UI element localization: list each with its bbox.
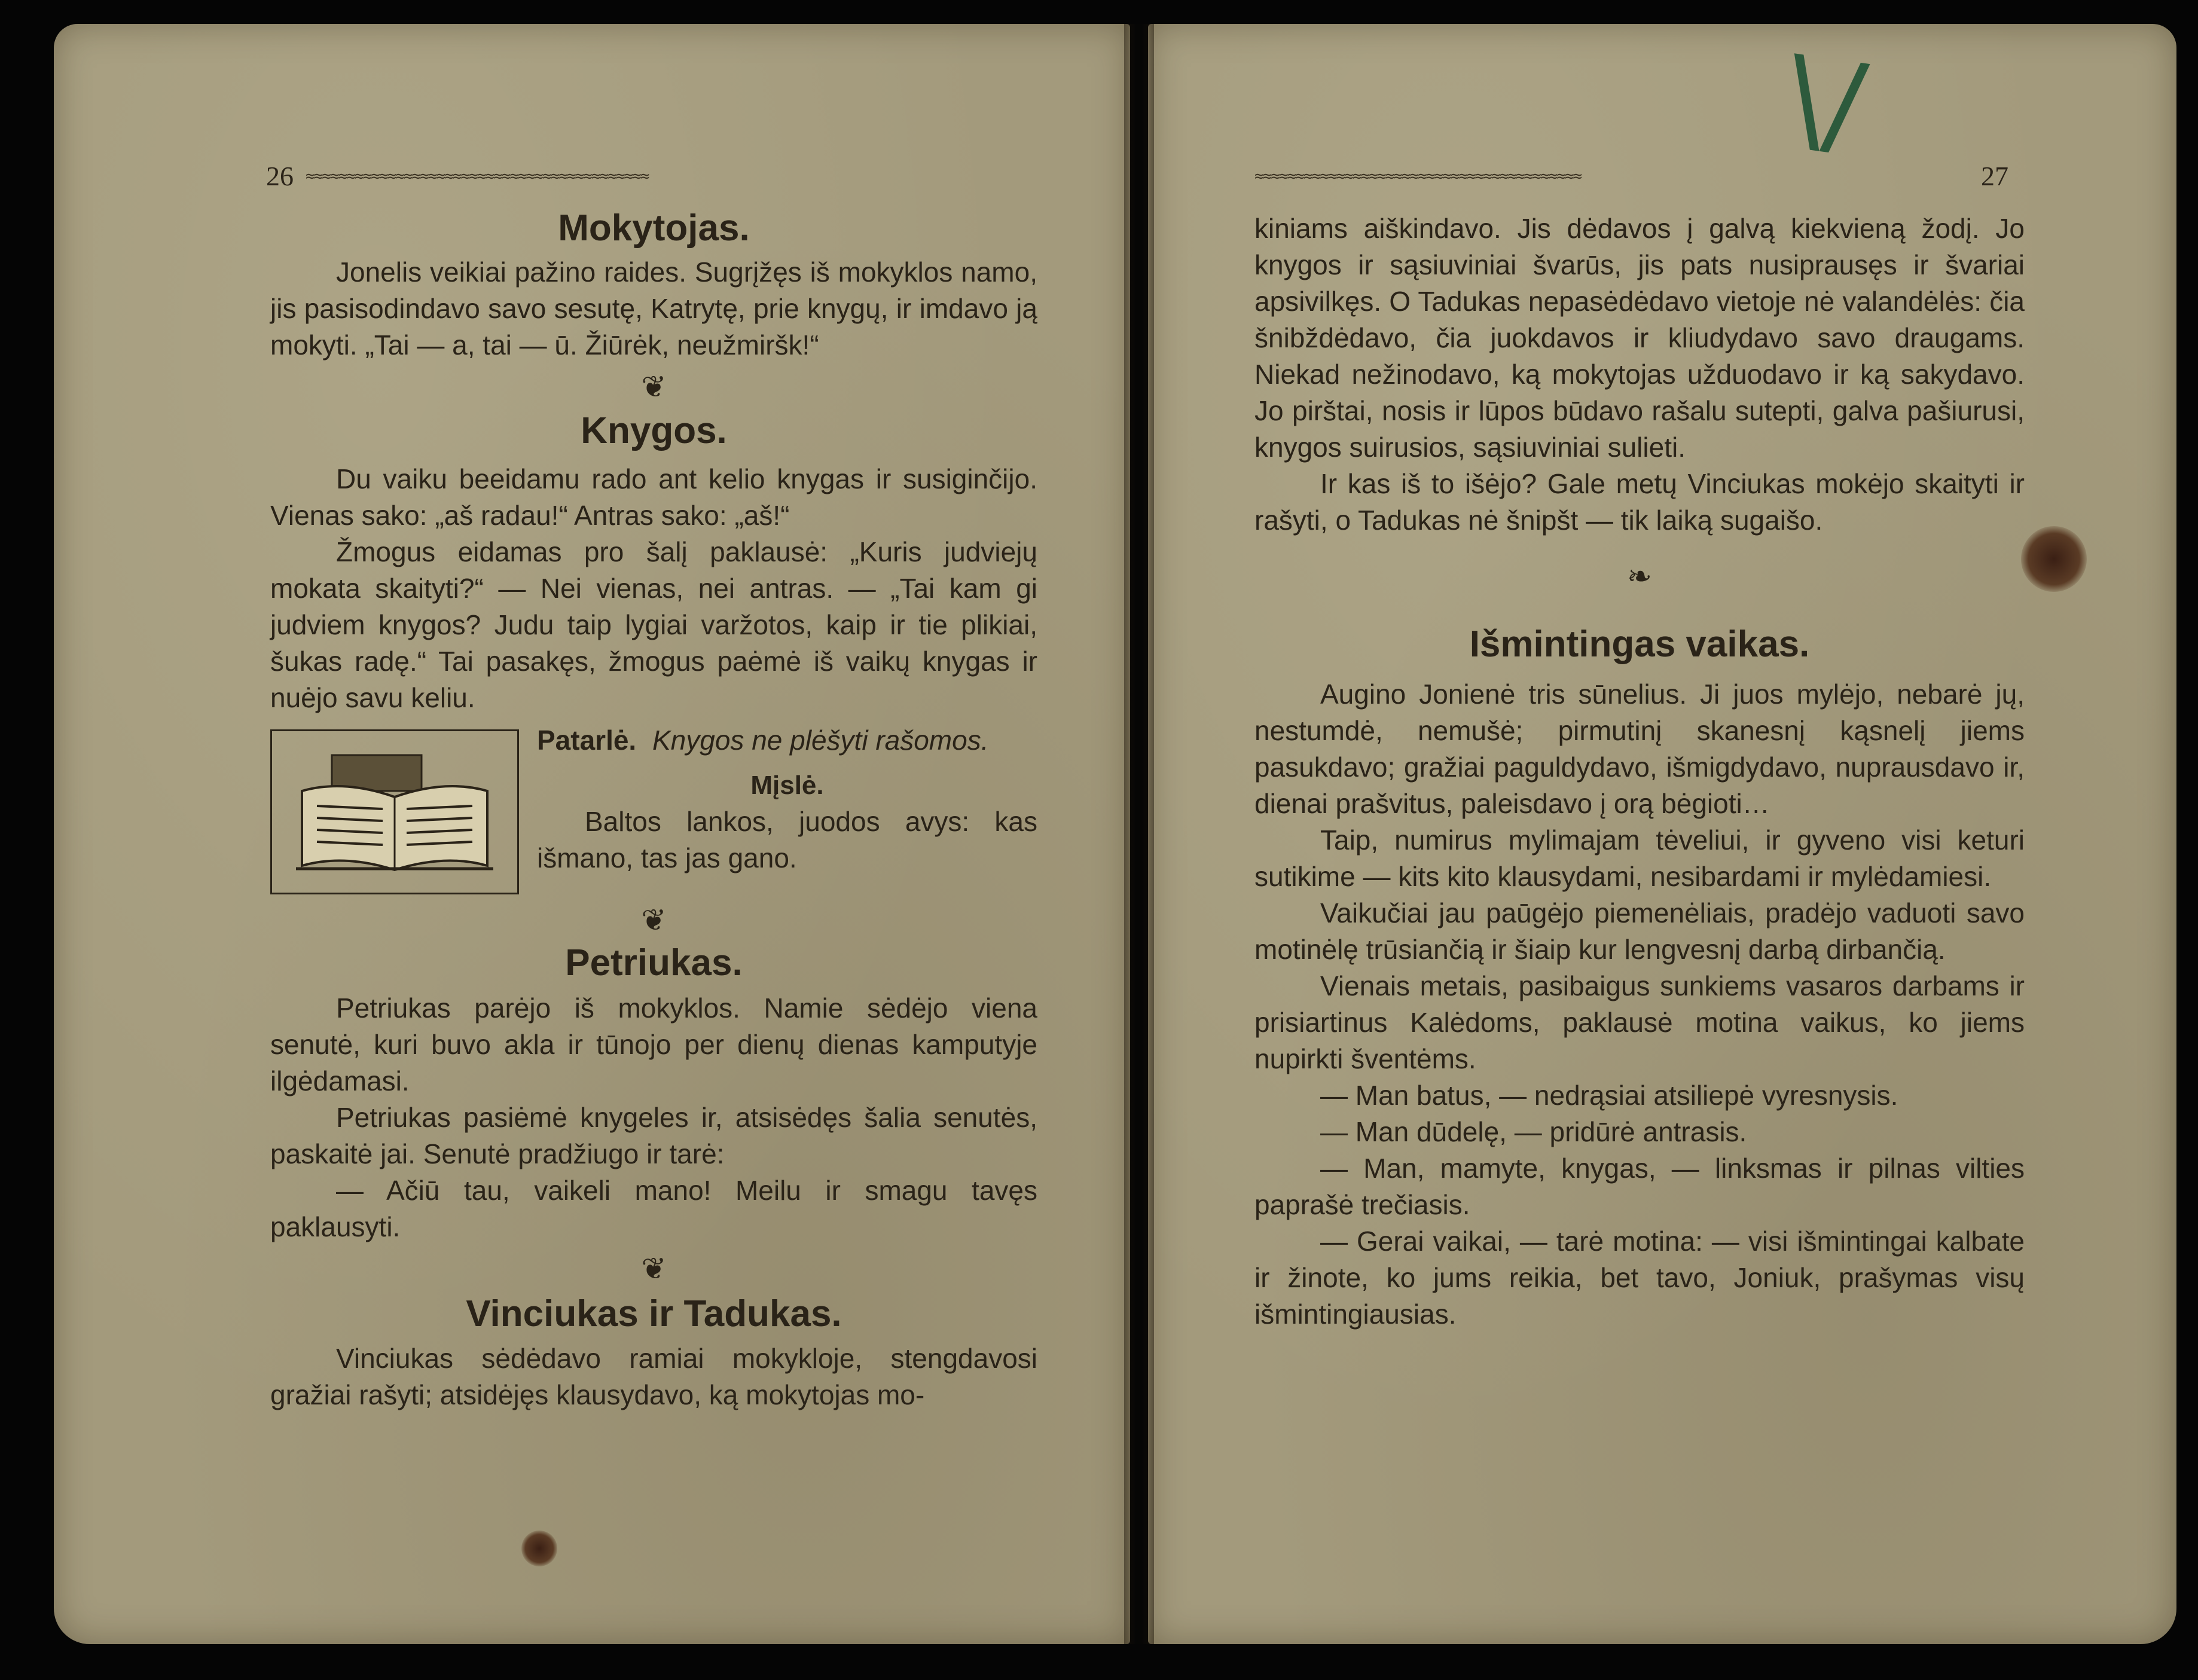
proverb-text: Knygos ne plėšyti rašomos.	[652, 724, 989, 756]
right-page-text	[1254, 210, 2025, 1333]
left-page-text	[270, 206, 1037, 1413]
paragraph: — Man, mamyte, knygas, — linksmas ir pilnas vilties paprašė trečiasis.	[1254, 1153, 2025, 1221]
paragraph: Vienais metais, pasibaigus sunkiems vasaros darbams ir prisiartinus Kalėdoms, paklausė motina vaikus, ko jiems nupirkti šventėms.	[1254, 970, 2025, 1075]
ink-stain	[521, 1531, 557, 1566]
proverb-riddle-text	[537, 722, 1037, 894]
section-title: Petriukas.	[565, 942, 743, 983]
paragraph: Petriukas pasiėmė knygeles ir, atsisėdęs šalia senutės, paskaitė jai. Senutė pradžiugo ir tarė:	[270, 1102, 1037, 1170]
fleuron-ornament: ❦	[641, 370, 667, 404]
right-page-header	[1254, 160, 2026, 192]
paragraph: — Gerai vaikai, — tarė motina: — visi išmintingai kalbate ir žinote, ko jums reikia, bet tavo, Joniuk, prašymas visų išmintingiausias.	[1254, 1226, 2025, 1330]
fleuron-ornament: ❦	[641, 903, 667, 937]
paragraph: Taip, numirus mylimajam tėveliui, ir gyveno visi keturi sutikime — kits kito klausydami, nesibardami ir mylėdamiesi.	[1254, 824, 2025, 893]
section-title: Knygos.	[581, 410, 727, 452]
header-ornament: ≈≈≈≈≈≈≈≈≈≈≈≈≈≈≈≈≈≈≈≈≈≈≈≈≈≈≈≈≈≈≈≈≈≈≈≈≈≈≈≈≈≈	[306, 167, 649, 185]
paragraph: — Ačiū tau, vaikeli mano! Meilu ir smagu tavęs paklausyti.	[270, 1175, 1037, 1243]
paragraph: Du vaiku beeidamu rado ant kelio knygas ir susiginčijo. Vienas sako: „aš radau!“ Antras sako: „aš!“	[270, 463, 1037, 531]
section-title: Vinciukas ir Tadukas.	[466, 1293, 842, 1335]
open-book-icon	[284, 743, 505, 881]
paragraph: Augino Jonienė tris sūnelius. Ji juos mylėjo, nebarė jų, nestumdė, nemušė; pirmutinį skanesnį kąsnelį jiems pasukdavo; gražiai paguldydavo, išmigdydavo, nuprausdavo ir, dienai prašvitus, paleisdavo į orą bėgioti…	[1254, 679, 2025, 820]
paragraph: Vaikučiai jau paūgėjo piemenėliais, pradėjo vaduoti savo motinėlę trūsiančią ir šiaip kur lengvesnį darbą dirbančią.	[1254, 897, 2025, 966]
fleuron-ornament: ❦	[641, 1252, 667, 1286]
riddle-title: Mįslė.	[750, 770, 824, 800]
header-ornament: ≈≈≈≈≈≈≈≈≈≈≈≈≈≈≈≈≈≈≈≈≈≈≈≈≈≈≈≈≈≈≈≈≈≈≈≈≈≈≈≈	[1254, 167, 1582, 185]
paragraph: — Man batus, — nedrąsiai atsiliepė vyresnysis.	[1320, 1080, 1898, 1111]
ink-stain	[2021, 526, 2087, 592]
book-gutter	[1124, 24, 1154, 1644]
book-illustration	[270, 729, 519, 894]
paragraph: Petriukas parėjo iš mokyklos. Namie sėdėjo viena senutė, kuri buvo akla ir tūnojo per dienų dienas kamputyje ilgėdamasi.	[270, 992, 1037, 1097]
paragraph: Vinciukas sėdėdavo ramiai mokykloje, stengdavosi gražiai rašyti; atsidėjęs klausydavo, ką mokytojas mo-	[270, 1342, 1037, 1410]
paragraph: kiniams aiškindavo. Jis dėdavos į galvą kiekvieną žodį. Jo knygos ir sąsiuviniai švarūs, jis pats nusiprausęs ir švariai apsivilkęs. O Tadukas nepasėdėdavo vietoje nė valandėlės: čia šnibždėdavo, čia juokdavos ir kliudydavo savo draugams. Niekad nežinodavo, ką mokytojas užduodavo ir ką sakydavo. Jo pirštai, nosis ir lūpos būdavo rašalu sutepti, galva pašiurusi, knygos suirusios, sąsiuviniai sulieti.	[1254, 213, 2025, 463]
page-number: 26	[266, 161, 294, 191]
riddle-text: Baltos lankos, juodos avys: kas išmano, tas jas gano.	[537, 805, 1037, 873]
paragraph: Žmogus eidamas pro šalį paklausė: „Kuris judviejų mokata skaityti?“ — Nei vienas, nei antras. — „Tai kam gi judviem knygos? Judu taip lygiai varžotos, kaip ir tie plikiai, šukas radę.“ Tai pasakęs, žmogus paėmė iš vaikų knygas ir nuėjo savu keliu.	[270, 536, 1037, 713]
left-page-header	[266, 160, 1037, 192]
paragraph: Jonelis veikiai pažino raides. Sugrįžęs iš mokyklos namo, jis pasisodindavo savo sesutę, Katrytę, prie knygų, ir imdavo ją mokyti. „Tai — a, tai — ū. Žiūrėk, neužmiršk!“	[270, 256, 1037, 361]
proverb-line	[537, 722, 1037, 759]
section-title: Mokytojas.	[558, 207, 750, 249]
proverb-label: Patarlė.	[537, 724, 637, 756]
pencil-mark: \/	[1779, 31, 1873, 173]
fleuron-ornament: ❧	[1627, 560, 1652, 593]
proverb-riddle-block	[270, 722, 1037, 894]
section-title: Išmintingas vaikas.	[1469, 624, 1810, 665]
paragraph: — Man dūdelę, — pridūrė antrasis.	[1320, 1116, 1747, 1148]
page-number: 27	[1981, 161, 2008, 191]
paragraph: Ir kas iš to išėjo? Gale metų Vinciukas mokėjo skaityti ir rašyti, o Tadukas nė šnipšt — tik laiką sugaišo.	[1254, 468, 2025, 536]
